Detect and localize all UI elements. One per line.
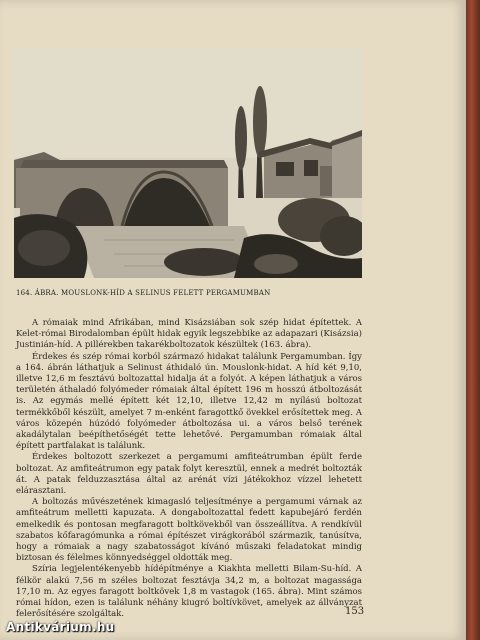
paragraph: Szíria legjelentékenyebb hídépítménye a Kiakhta melletti Bilam-Su-híd. A félkör alakú 7,56 m széles boltozat fesztávja 34,2 m, a boltozat magassága 17,10 m. Az egyes faragott boltkövek 1,8 m vastagok (165. ábra). Mint számos római hídon, ezen is találunk néhány kiugró boltívkövet, amelyek az állványzat felerősítésére szolgáltak. xyxy=(16,564,362,620)
bridge-engraving xyxy=(14,48,362,278)
body-text xyxy=(16,318,365,620)
watermark-logo: Antikvárium.hu xyxy=(6,620,115,634)
page-number: 153 xyxy=(345,606,365,617)
paragraph: Érdekes és szép római korból származó hidakat találunk Pergamumban. Így a 164. ábrán láthatjuk a Selinust áthidaló ún. Mouslonk-hidat. A híd két 9,10, illetve 12,6 m fesztávú boltozattal hidalja át a folyót. A képen láthatjuk a város területén áthaladó folyómeder rómaiak által épített 196 m hosszú átboltozását is. Az egymás mellé épített két 12,10, illetve 12,42 m nyílású boltozat termékkőből készült, amelyet 7 m-enként faragottkő övekkel erősítettek meg. A város közepén húzódó folyómeder átboltozása ui. a város belső terének akadálytalan beépíthetőségét tette lehetővé. Pergamumban rómaiak által épített partfalakat is találunk. xyxy=(16,351,362,452)
paragraph: A boltozás művészetének kimagasló teljesítménye a pergamumi várnak az amfiteátrum melletti kapuzata. A dongaboltozattal fedett kapubejáró ferdén emelkedik és pontosan megfaragott boltkövekből van összeállítva. A rendkívül szabatos kőfaragómunka a római építészet virágkorából származik, tanúsítva, hogy a rómaiak a nagy szabatosságot kívánó műszaki feladatokat mindig biztosan és félelmes könnyedséggel oldották meg. xyxy=(16,497,362,564)
bridge-illustration xyxy=(14,48,362,278)
figure-caption: 164. ÁBRA. MOUSLONK-HÍD A SELINUS FELETT PERGAMUMBAN xyxy=(16,289,271,297)
paragraph: A rómaiak mind Afrikában, mind Kisázsiában sok szép hidat építettek. A Kelet-római Birodalomban épült hidak egyik legszebbike az adapazari (Kisázsia) Justinián-híd. A pillérekben takarékboltozatok készültek (163. ábra). xyxy=(16,318,362,351)
book-cover-edge xyxy=(466,0,480,640)
paragraph: Érdekes boltozott szerkezet a pergamumi amfiteátrumban épült ferde boltozat. Az amfiteátrumon egy patak folyt keresztül, ennek a medrét boltozták át. A patak felduzzasztása által az arénát vízi játékokhoz vízzel lehetett elárasztani. xyxy=(16,452,362,497)
